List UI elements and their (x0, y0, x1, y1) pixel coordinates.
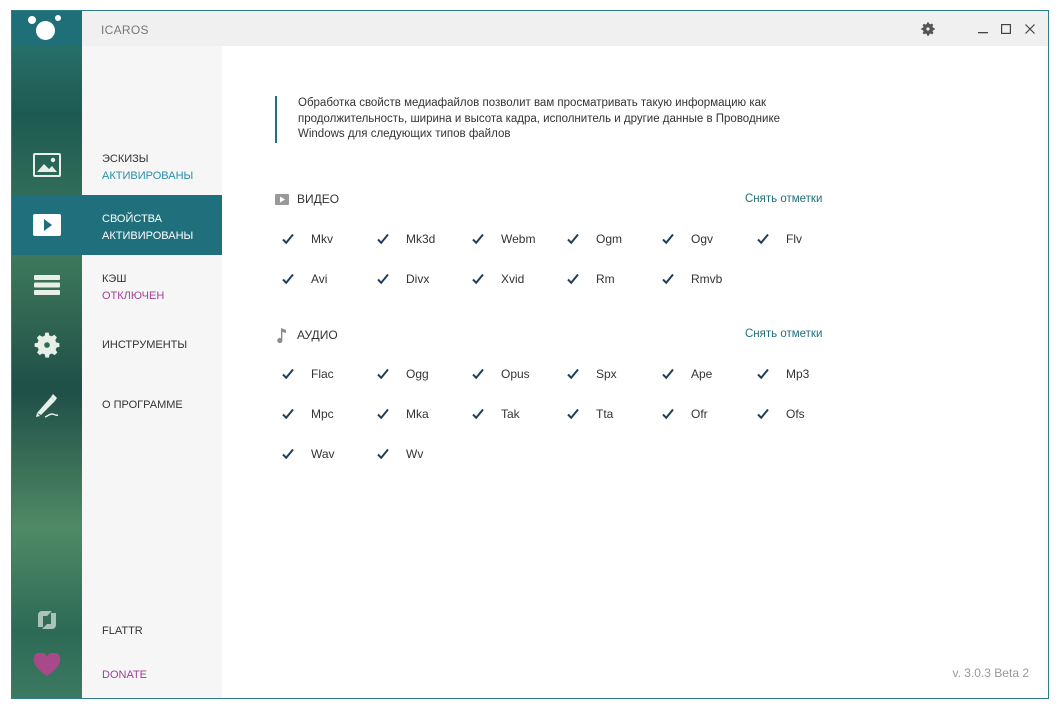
format-checkbox-flv[interactable] (756, 232, 802, 246)
nav-cache-status: ОТКЛЮЧЕН (102, 290, 165, 302)
format-label: Tak (501, 407, 520, 421)
format-checkbox-tta[interactable] (566, 407, 613, 421)
format-checkbox-ogg[interactable] (376, 367, 429, 381)
format-label: Mka (406, 407, 429, 421)
donate-heart-icon[interactable] (12, 635, 82, 695)
nav-about[interactable] (82, 375, 222, 435)
format-checkbox-mka[interactable] (376, 407, 429, 421)
format-label: Mp3 (786, 367, 810, 381)
nav-thumbnails[interactable] (82, 135, 222, 195)
format-checkbox-rmvb[interactable] (661, 272, 722, 286)
format-label: Webm (501, 232, 536, 246)
format-label: Wv (406, 447, 424, 461)
settings-gear-icon[interactable] (918, 19, 938, 39)
audio-uncheck-all-link[interactable]: Снять отметки (745, 328, 823, 340)
icaros-logo (12, 11, 82, 46)
nav-properties-status: АКТИВИРОВАНЫ (102, 230, 194, 242)
checkmark-icon[interactable] (471, 272, 485, 286)
nav-about-label: О ПРОГРАММЕ (102, 399, 183, 411)
icon-rail (12, 11, 82, 699)
checkmark-icon[interactable] (566, 232, 580, 246)
checkmark-icon[interactable] (471, 367, 485, 381)
format-label: Rmvb (691, 272, 723, 286)
checkmark-icon[interactable] (376, 272, 390, 286)
checkmark-icon[interactable] (661, 367, 675, 381)
format-label: Xvid (501, 272, 525, 286)
checkmark-icon[interactable] (756, 232, 770, 246)
checkmark-icon[interactable] (281, 367, 295, 381)
cache-stack-icon[interactable] (12, 255, 82, 315)
format-checkbox-rm[interactable] (566, 272, 615, 286)
format-checkbox-ofr[interactable] (661, 407, 708, 421)
app-window (11, 10, 1049, 699)
video-section-title: ВИДЕО (297, 192, 340, 206)
checkmark-icon[interactable] (661, 272, 675, 286)
format-checkbox-mpc[interactable] (281, 407, 334, 421)
checkmark-icon[interactable] (471, 407, 485, 421)
nav-tools[interactable] (82, 315, 222, 375)
format-label: Ogg (406, 367, 429, 381)
checkmark-icon[interactable] (756, 367, 770, 381)
about-pen-icon[interactable] (12, 375, 82, 435)
format-checkbox-opus[interactable] (471, 367, 530, 381)
format-checkbox-flac[interactable] (281, 367, 334, 381)
version-label: v. 3.0.3 Beta 2 (952, 666, 1029, 680)
format-checkbox-mp3[interactable] (756, 367, 809, 381)
checkmark-icon[interactable] (471, 232, 485, 246)
checkmark-icon[interactable] (376, 447, 390, 461)
checkmark-icon[interactable] (376, 232, 390, 246)
format-label: Wav (311, 447, 335, 461)
checkmark-icon[interactable] (661, 407, 675, 421)
format-label: Opus (501, 367, 530, 381)
checkmark-icon[interactable] (376, 407, 390, 421)
format-checkbox-wv[interactable] (376, 447, 423, 461)
audio-section-header (275, 327, 338, 343)
nav-tools-label: ИНСТРУМЕНТЫ (102, 339, 188, 351)
format-checkbox-ogv[interactable] (661, 232, 713, 246)
format-label: Spx (596, 367, 617, 381)
format-label: Ogv (691, 232, 714, 246)
format-label: Flac (311, 367, 334, 381)
close-icon[interactable] (1020, 19, 1040, 39)
music-note-icon (275, 327, 297, 343)
checkmark-icon[interactable] (661, 232, 675, 246)
format-label: Ofs (786, 407, 805, 421)
format-label: Flv (786, 232, 802, 246)
checkmark-icon[interactable] (281, 447, 295, 461)
checkmark-icon[interactable] (566, 367, 580, 381)
video-uncheck-all-link[interactable]: Снять отметки (745, 193, 823, 205)
image-icon[interactable] (12, 135, 82, 195)
app-title: ICAROS (101, 23, 149, 37)
checkmark-icon[interactable] (376, 367, 390, 381)
checkmark-icon[interactable] (566, 407, 580, 421)
format-label: Tta (596, 407, 614, 421)
format-label: Mkv (311, 232, 333, 246)
format-checkbox-mk3d[interactable] (376, 232, 435, 246)
video-section-icon (275, 194, 297, 205)
format-checkbox-ofs[interactable] (756, 407, 805, 421)
format-checkbox-xvid[interactable] (471, 272, 524, 286)
format-label: Divx (406, 272, 430, 286)
checkmark-icon[interactable] (566, 272, 580, 286)
format-checkbox-spx[interactable] (566, 367, 617, 381)
checkmark-icon[interactable] (281, 232, 295, 246)
format-label: Avi (311, 272, 328, 286)
format-checkbox-ape[interactable] (661, 367, 712, 381)
format-label: Ogm (596, 232, 623, 246)
checkmark-icon[interactable] (756, 407, 770, 421)
format-checkbox-webm[interactable] (471, 232, 535, 246)
nav-cache[interactable] (82, 255, 222, 315)
maximize-icon[interactable] (996, 19, 1016, 39)
nav-thumbnails-label: ЭСКИЗЫ (102, 153, 149, 165)
nav-properties[interactable] (82, 195, 222, 255)
play-video-icon[interactable] (12, 195, 82, 255)
format-label: Ape (691, 367, 713, 381)
nav-cache-label: КЭШ (102, 273, 127, 285)
format-label: Ofr (691, 407, 708, 421)
nav-panel (82, 46, 222, 699)
format-label: Rm (596, 272, 615, 286)
checkmark-icon[interactable] (281, 407, 295, 421)
nav-thumbnails-status: АКТИВИРОВАНЫ (102, 170, 194, 182)
format-checkbox-wav[interactable] (281, 447, 335, 461)
format-checkbox-mkv[interactable] (281, 232, 333, 246)
title-bar (12, 11, 1048, 46)
format-checkbox-avi[interactable] (281, 272, 327, 286)
tools-gear-icon[interactable] (12, 315, 82, 375)
nav-donate[interactable]: DONATE (102, 669, 148, 681)
format-label: Mk3d (406, 232, 436, 246)
properties-content (222, 46, 1048, 699)
nav-flattr[interactable]: FLATTR (102, 625, 143, 637)
format-label: Mpc (311, 407, 334, 421)
checkmark-icon[interactable] (281, 272, 295, 286)
nav-properties-label: СВОЙСТВА (102, 213, 162, 225)
format-checkbox-divx[interactable] (376, 272, 429, 286)
format-checkbox-tak[interactable] (471, 407, 520, 421)
video-section-header (275, 192, 339, 206)
audio-section-title: АУДИО (297, 328, 338, 342)
minimize-icon[interactable] (973, 19, 993, 39)
format-checkbox-ogm[interactable] (566, 232, 622, 246)
description-text: Обработка свойств медиафайлов позволит вам просматривать такую информацию как продолжительность, ширина и высота кадра, исполнитель и другие данные в Проводнике Windows для следующих типов файлов (275, 96, 815, 143)
